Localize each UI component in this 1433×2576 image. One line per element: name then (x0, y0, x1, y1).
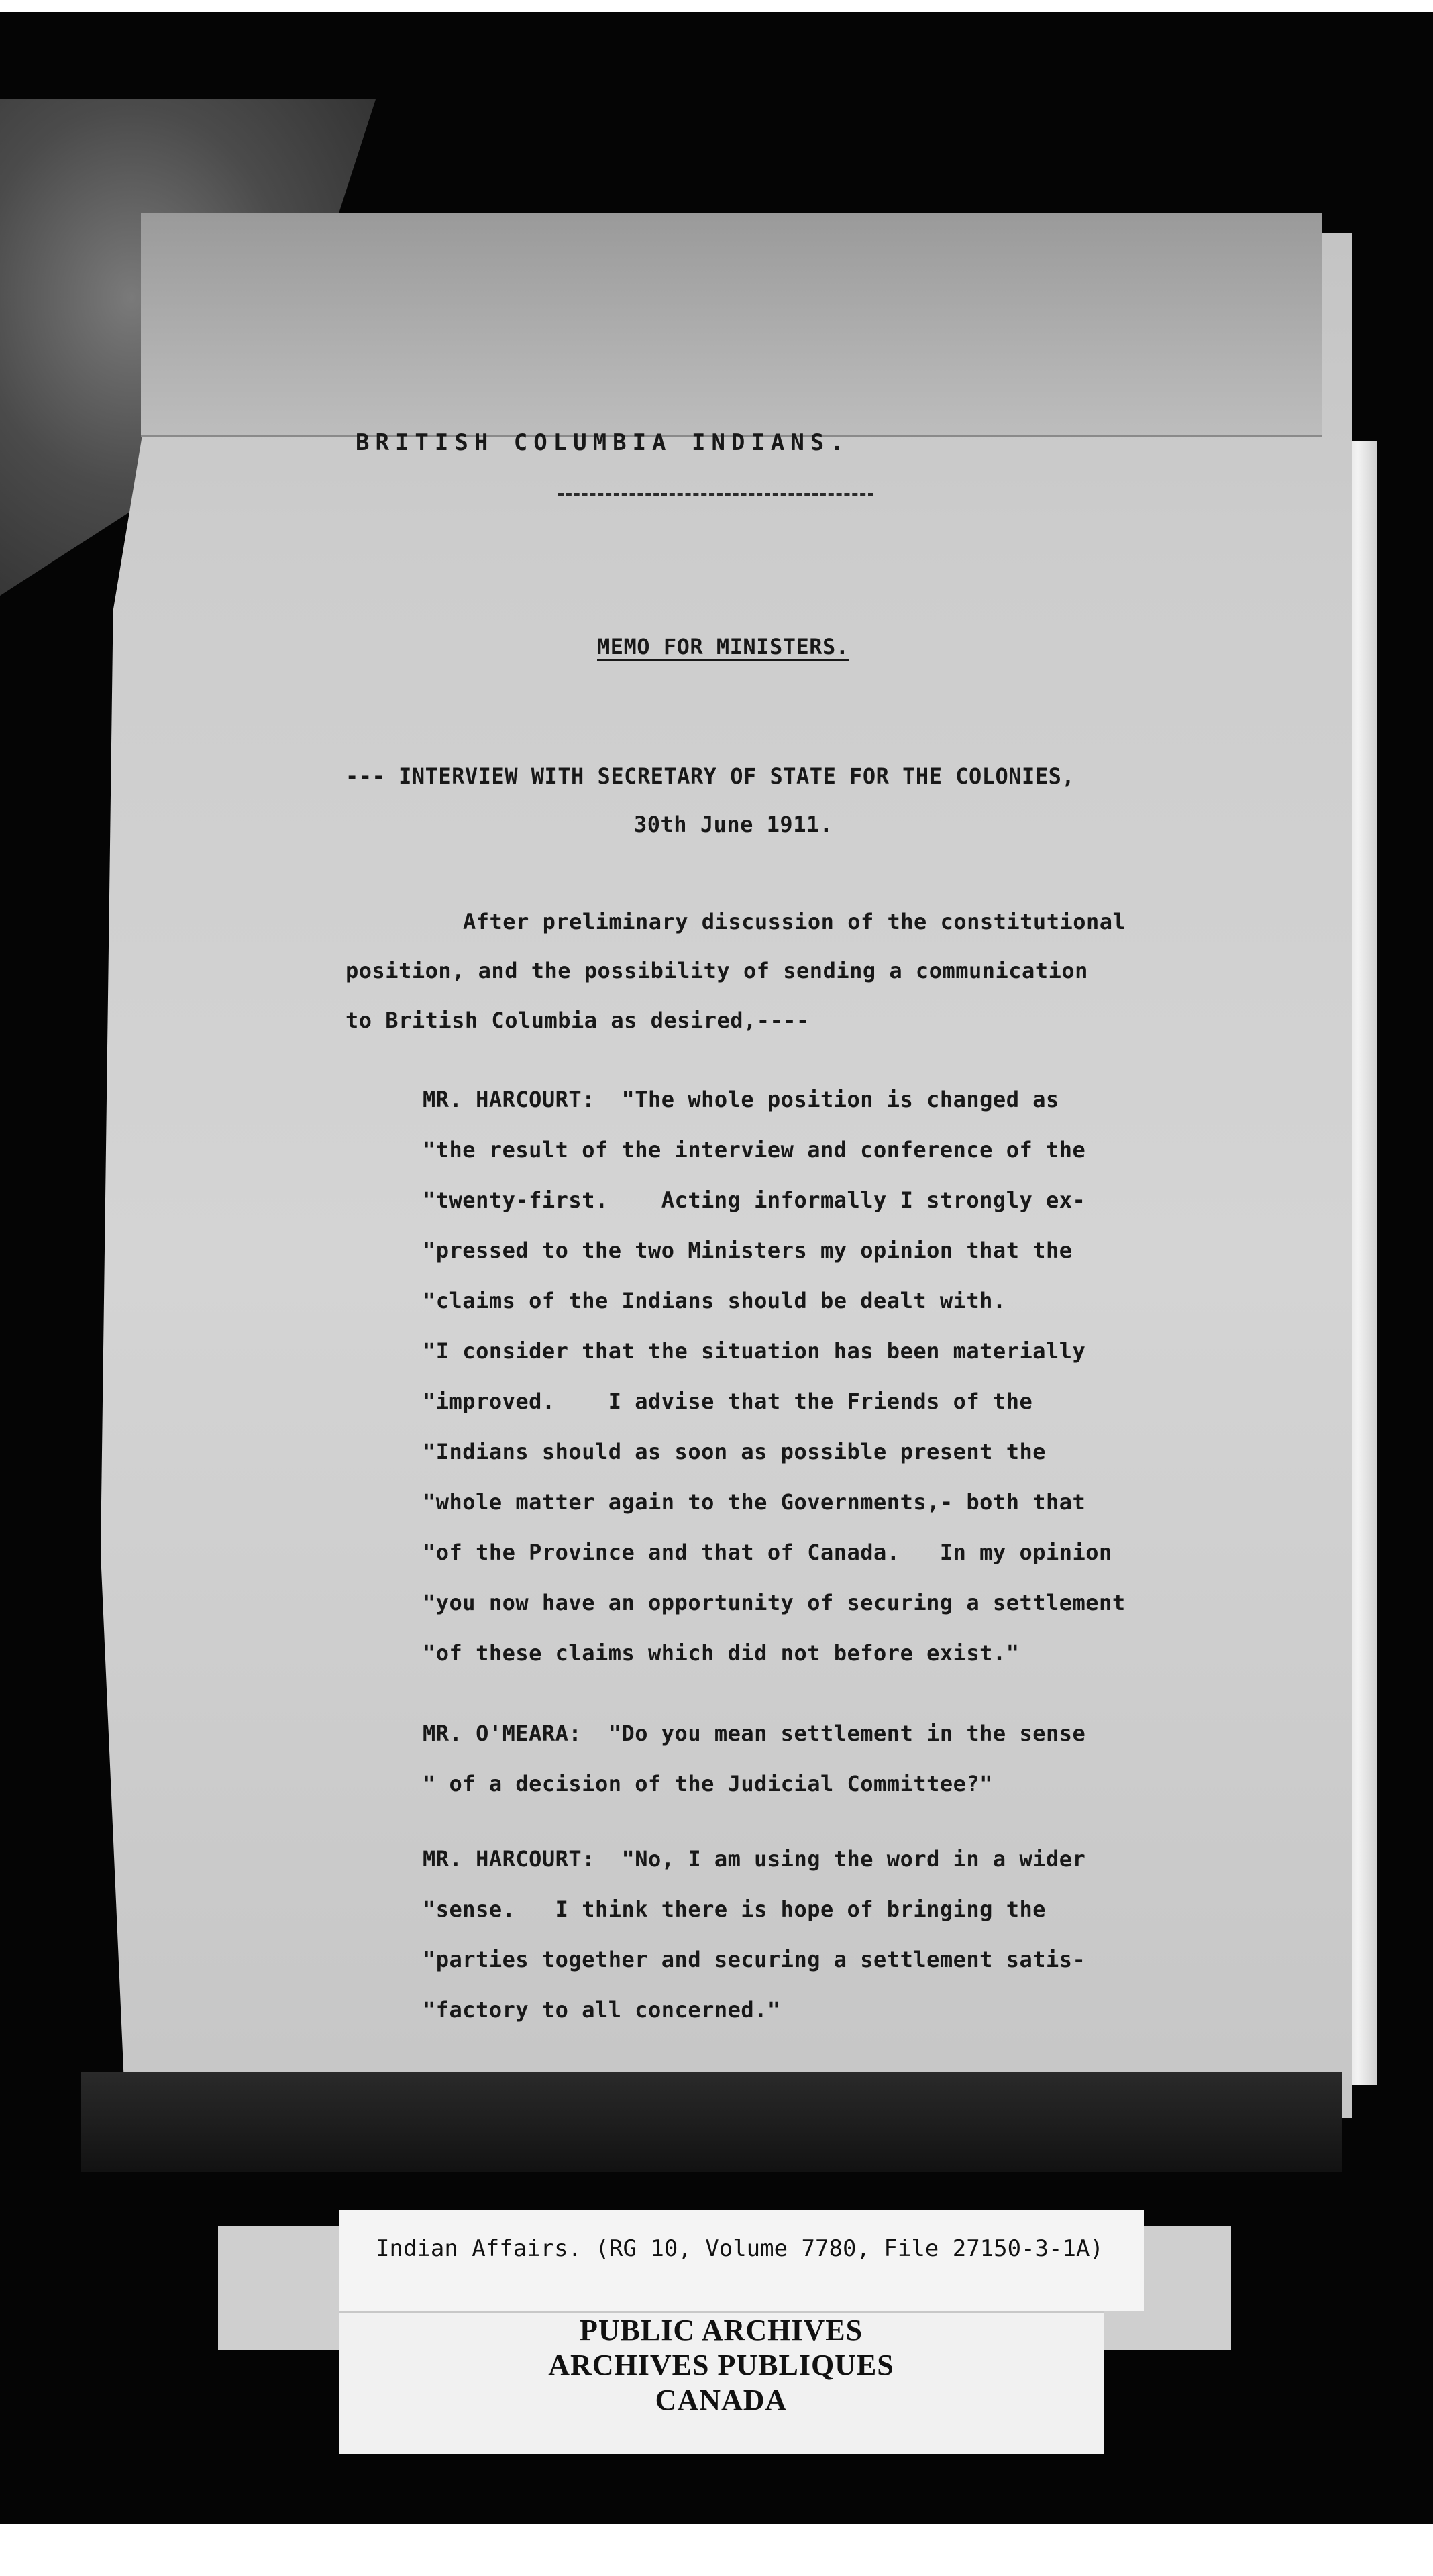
top-page-overlap (141, 213, 1322, 437)
omeara-question-line: " of a decision of the Judicial Committee?" (423, 1771, 993, 1796)
harcourt-statement-line: "twenty-first. Acting informally I strongly ex- (423, 1187, 1086, 1213)
harcourt-statement-line: "Indians should as soon as possible present the (423, 1439, 1046, 1464)
harcourt-statement-line: "pressed to the two Ministers my opinion that the (423, 1238, 1073, 1263)
page-header: BRITISH COLUMBIA INDIANS. (356, 429, 850, 456)
harcourt-statement-line: "claims of the Indians should be dealt with. (423, 1288, 1006, 1313)
intro-line: position, and the possibility of sending a communication (346, 958, 1088, 983)
harcourt-statement-line: "improved. I advise that the Friends of the (423, 1389, 1033, 1414)
microfilm-frame (0, 12, 1433, 2524)
harcourt-statement-line: "whole matter again to the Governments,- both that (423, 1489, 1086, 1515)
harcourt-statement-line: "you now have an opportunity of securing a settlement (423, 1590, 1126, 1615)
harcourt-reply-line: "factory to all concerned." (423, 1997, 781, 2023)
intro-line: After preliminary discussion of the constitutional (463, 909, 1126, 934)
harcourt-statement-line: "the result of the interview and conference of the (423, 1137, 1086, 1163)
archive-stamp-line: PUBLIC ARCHIVES (579, 2314, 863, 2347)
harcourt-statement-line: "of the Province and that of Canada. In my opinion (423, 1540, 1112, 1565)
archive-reference: Indian Affairs. (RG 10, Volume 7780, File 27150-3-1A) (376, 2235, 1104, 2262)
memo-title: MEMO FOR MINISTERS. (597, 634, 849, 659)
harcourt-reply-line: "parties together and securing a settlement satis- (423, 1947, 1086, 1972)
page-bottom-shadow (81, 2072, 1342, 2172)
document-page (101, 233, 1352, 2118)
harcourt-statement-line: "of these claims which did not before exist." (423, 1640, 1020, 1666)
harcourt-statement-line: MR. HARCOURT: "The whole position is changed as (423, 1087, 1059, 1112)
harcourt-reply-line: "sense. I think there is hope of bringing the (423, 1896, 1046, 1922)
harcourt-statement-line: "I consider that the situation has been materially (423, 1338, 1086, 1364)
subject-line: --- INTERVIEW WITH SECRETARY OF STATE FOR THE COLONIES, (346, 763, 1075, 789)
date-line: 30th June 1911. (634, 812, 833, 837)
header-rule (558, 493, 873, 496)
omeara-question-line: MR. O'MEARA: "Do you mean settlement in the sense (423, 1721, 1086, 1746)
archive-stamp-line: ARCHIVES PUBLIQUES (548, 2349, 894, 2381)
intro-line: to British Columbia as desired,---- (346, 1008, 810, 1033)
archive-stamp-line: CANADA (655, 2383, 788, 2416)
harcourt-reply-line: MR. HARCOURT: "No, I am using the word in a wider (423, 1846, 1086, 1872)
